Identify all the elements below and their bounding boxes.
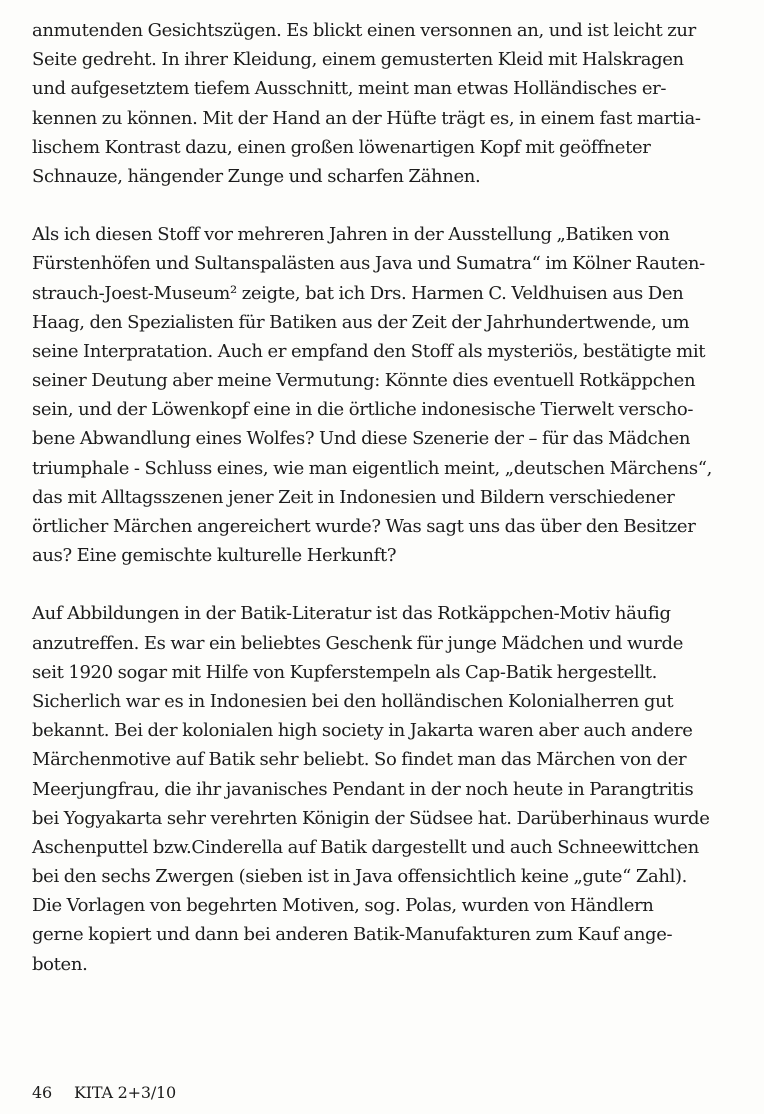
paragraph [32,16,744,191]
text-line: aus? Eine gemischte kulturelle Herkunft? [32,545,397,567]
text-line: Aschenputtel bzw.Cinderella auf Batik dargestellt und auch Schneewittchen [32,836,699,858]
text-line: und aufgesetztem tiefem Ausschnitt, meint man etwas Holländisches er- [32,78,667,100]
text-line: bei den sechs Zwergen (sieben ist in Java offensichtlich keine „gute“ Zahl). [32,866,688,888]
paragraph [32,599,744,978]
text-line: kennen zu können. Mit der Hand an der Hüfte trägt es, in einem fast martia- [32,107,701,129]
paragraph [32,220,744,570]
text-line: Seite gedreht. In ihrer Kleidung, einem gemusterten Kleid mit Halskragen [32,49,684,71]
text-line: Haag, den Spezialisten für Batiken aus der Zeit der Jahrhundertwende, um [32,311,690,333]
page-footer [32,1083,176,1103]
text-line: bekannt. Bei der kolonialen high society in Jakarta waren aber auch andere [32,720,693,742]
text-line: anmutenden Gesichtszügen. Es blickt einen versonnen an, und ist leicht zur [32,20,696,41]
text-line: örtlicher Märchen angereichert wurde? Was sagt uns das über den Besitzer [32,516,696,537]
text-line: strauch-Joest-Museum² zeigte, bat ich Drs. Harmen C. Veldhuisen aus Den [32,282,684,304]
text-line: Sicherlich war es in Indonesien bei den holländischen Kolonialherren gut [32,690,674,712]
text-line: Auf Abbildungen in der Batik-Literatur ist das Rotkäppchen-Motiv häufig [32,603,671,625]
text-line: Meerjungfrau, die ihr javanisches Pendant in der noch heute in Parangtritis [32,778,694,800]
document-page [32,16,744,979]
text-line: bene Abwandlung eines Wolfes? Und diese Szenerie der – für das Mädchen [32,428,691,450]
text-line: Märchenmotive auf Batik sehr beliebt. So findet man das Märchen von der [32,749,687,771]
text-line: Die Vorlagen von begehrten Motiven, sog. Polas, wurden von Händlern [32,895,654,917]
text-line: sein, und der Löwenkopf eine in die örtliche indonesische Tierwelt verscho- [32,399,694,421]
text-line: das mit Alltagsszenen jener Zeit in Indonesien und Bildern verschiedener [32,486,675,508]
text-line: seit 1920 sogar mit Hilfe von Kupferstempeln als Cap-Batik hergestellt. [32,661,658,683]
text-line: gerne kopiert und dann bei anderen Batik-Manufakturen zum Kauf ange- [32,924,673,946]
text-line: bei Yogyakarta sehr verehrten Königin der Südsee hat. Darüberhinaus wurde [32,807,710,829]
text-line: Schnauze, hängender Zunge und scharfen Zähnen. [32,165,481,187]
text-line: Als ich diesen Stoff vor mehreren Jahren in der Ausstellung „Batiken von [32,224,670,246]
text-line: triumphale - Schluss eines, wie man eigentlich meint, „deutschen Märchens“, [32,457,712,479]
text-line: Fürstenhöfen und Sultanspalästen aus Java und Sumatra“ im Kölner Rauten- [32,253,705,275]
page-number: 46 [32,1083,52,1102]
journal-issue: KITA 2+3/10 [73,1083,176,1102]
text-line: boten. [32,953,88,975]
text-line: lischem Kontrast dazu, einen großen löwenartigen Kopf mit geöffneter [32,136,651,158]
text-line: anzutreffen. Es war ein beliebtes Geschenk für junge Mädchen und wurde [32,632,683,654]
text-line: seiner Deutung aber meine Vermutung: Könnte dies eventuell Rotkäppchen [32,370,696,392]
text-line: seine Interpratation. Auch er empfand den Stoff als mysteriös, bestätigte mit [32,340,706,362]
